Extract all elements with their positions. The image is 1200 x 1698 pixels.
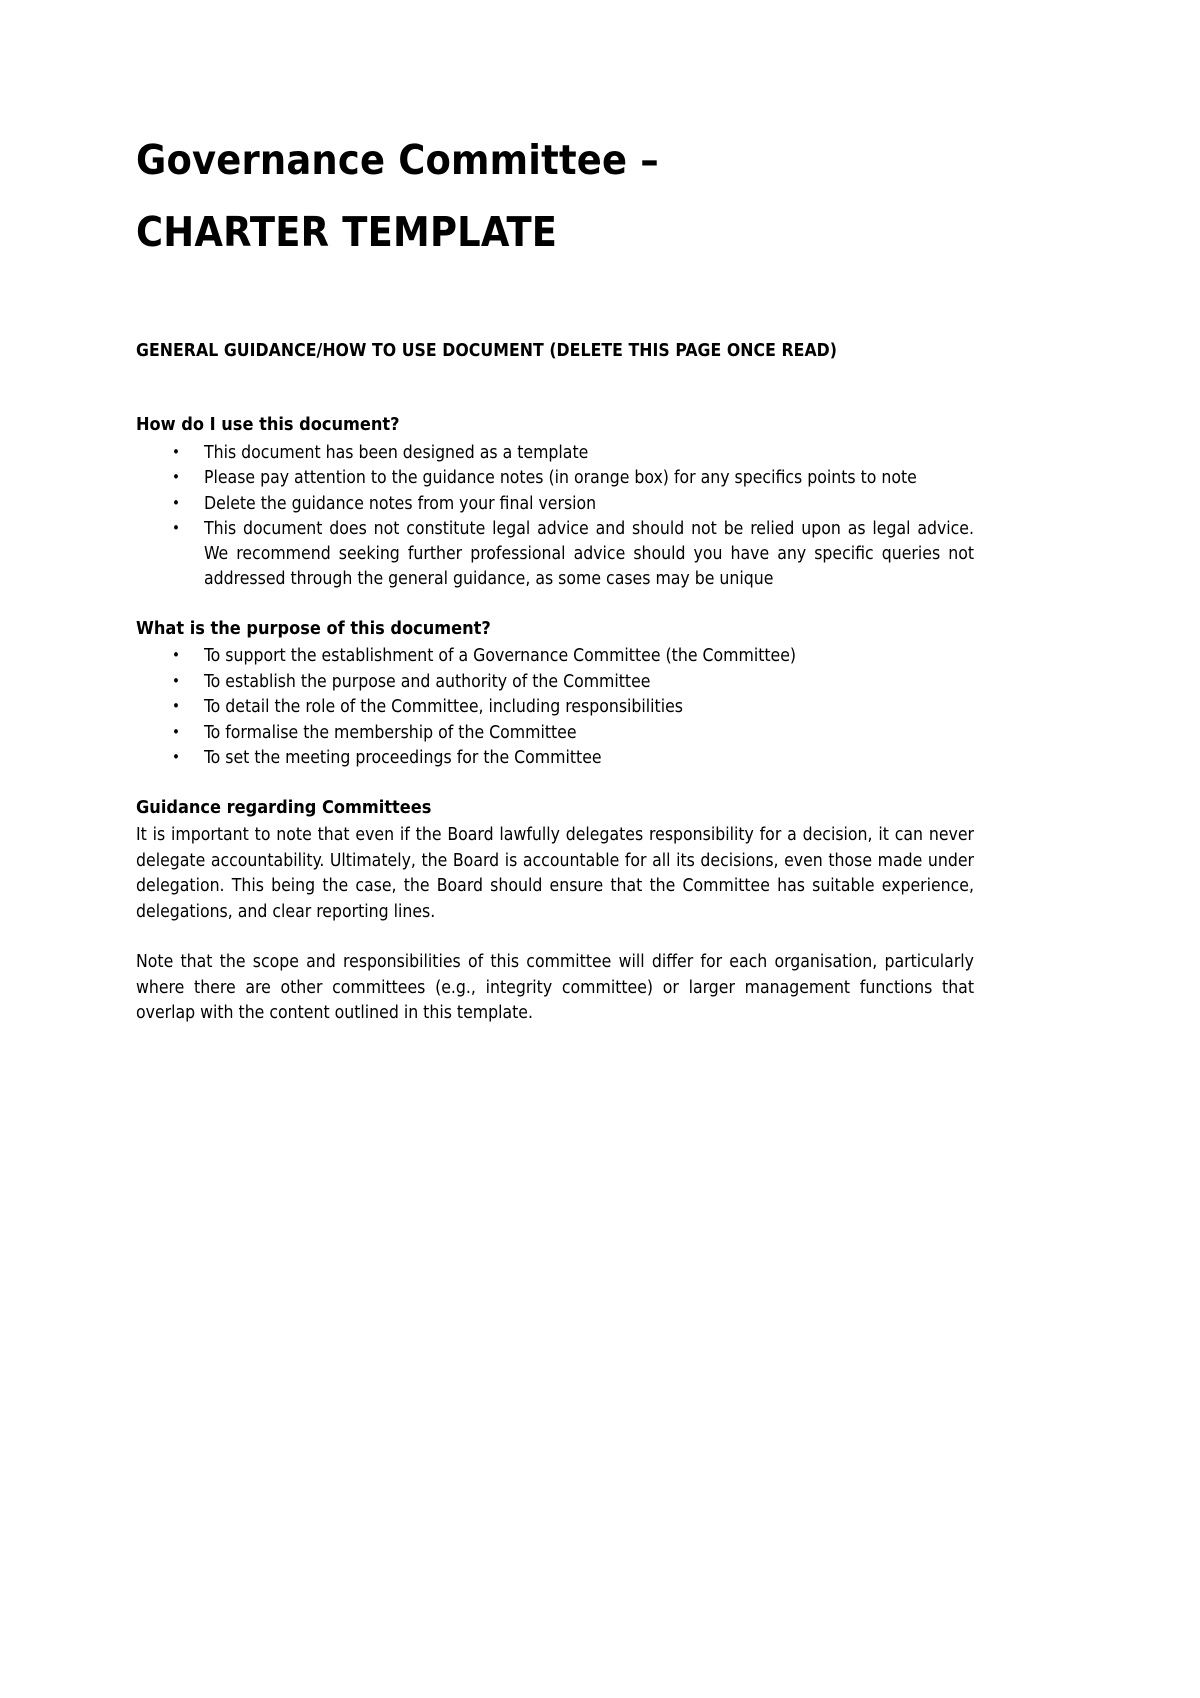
list-item: • To set the meeting proceedings for the Committee xyxy=(136,746,974,771)
document-content xyxy=(136,136,974,1027)
bullet-list-how-do-i-use xyxy=(136,441,974,593)
section-gap xyxy=(136,772,974,797)
section-heading-guidance: Guidance regarding Committees xyxy=(136,796,432,818)
guidance-paragraph-2: Note that the scope and responsibilities of this committee will differ for each organisation, particularly where there are other committees (e.g., integrity committee) or larger management functions that overlap with the content outlined in this template. xyxy=(136,952,974,1023)
list-item: • This document has been designed as a template xyxy=(136,441,974,466)
list-item: • This document does not constitute legal advice and should not be relied upon as legal advice. We recommend seeking further professional advice should you have any specific queries not addressed through the general guidance, as some cases may be unique xyxy=(136,517,974,592)
heading-spacer xyxy=(136,362,974,414)
paragraph-gap xyxy=(136,925,974,950)
page-title xyxy=(136,136,974,256)
guidance-paragraph-1: It is important to note that even if the Board lawfully delegates responsibility for a decision, it can never delegate accountability. Ultimately, the Board is accountable for all its decisions, even those made under delegation. This being the case, the Board should ensure that the Committee has suitable experience, delegations, and clear reporting lines. xyxy=(136,825,974,922)
bullet-list-purpose xyxy=(136,644,974,771)
list-item: • To establish the purpose and authority of the Committee xyxy=(136,670,974,695)
section-gap xyxy=(136,593,974,618)
list-item: • To detail the role of the Committee, including responsibilities xyxy=(136,695,974,720)
title-spacer xyxy=(136,253,974,341)
section-heading-how-do-i-use: How do I use this document? xyxy=(136,414,400,435)
page-title-line-2: CHARTER TEMPLATE xyxy=(136,208,558,256)
list-item: • Delete the guidance notes from your final version xyxy=(136,492,974,517)
section-heading-purpose: What is the purpose of this document? xyxy=(136,617,491,639)
page-title-line-1: Governance Committee – xyxy=(136,136,659,184)
list-item: • To support the establishment of a Governance Committee (the Committee) xyxy=(136,644,974,669)
list-item: • Please pay attention to the guidance notes (in orange box) for any specifics points to note xyxy=(136,466,974,491)
general-guidance-heading: GENERAL GUIDANCE/HOW TO USE DOCUMENT (DELETE THIS PAGE ONCE READ) xyxy=(136,341,838,361)
list-item: • To formalise the membership of the Committee xyxy=(136,721,974,746)
